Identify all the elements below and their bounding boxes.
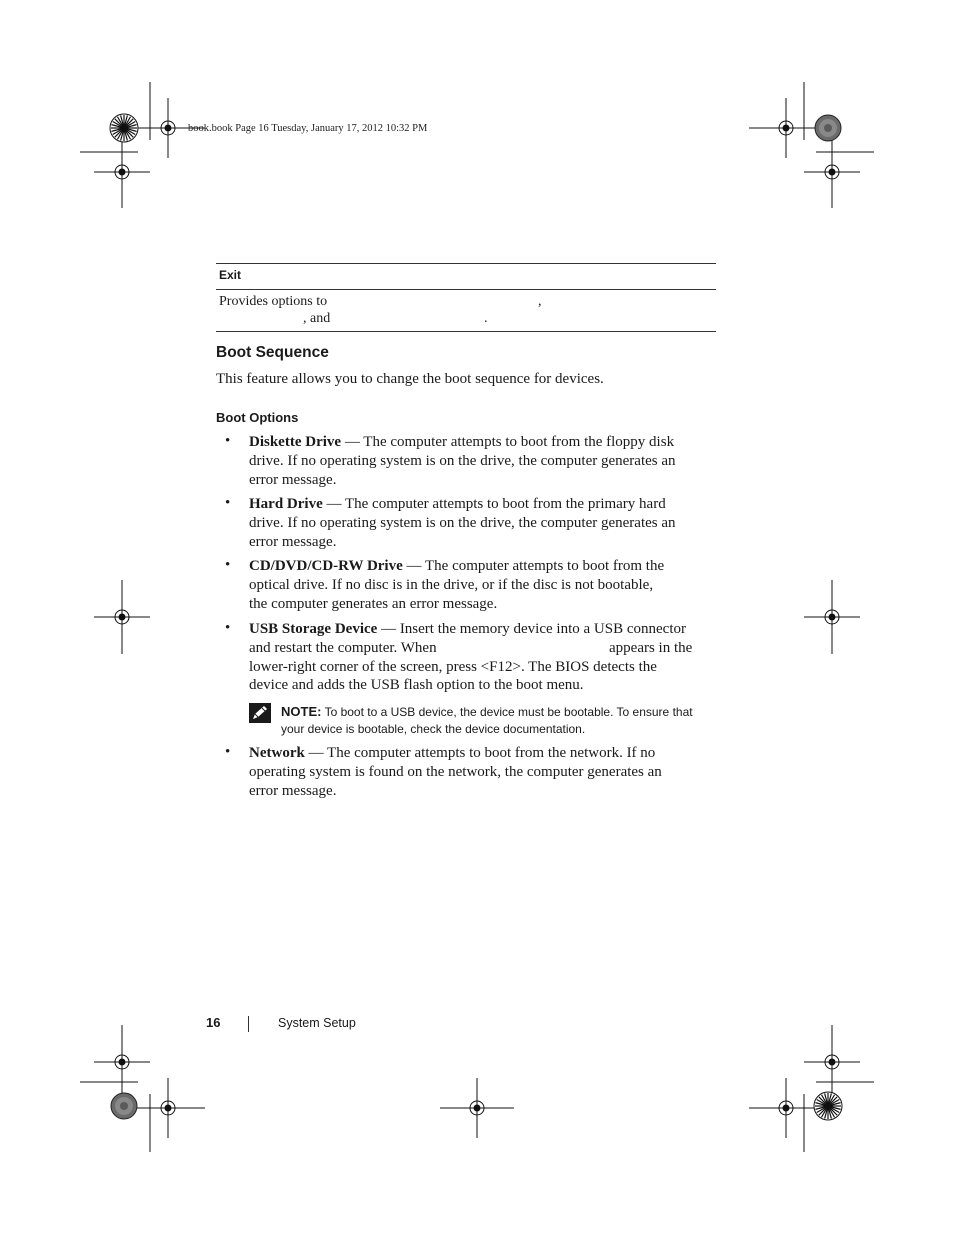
bullet-icon: • [225,744,231,760]
term: Hard Drive [249,496,323,512]
bullet-icon: • [225,433,231,449]
crosshair-target-icon [131,1078,205,1138]
gray-dot-mark-icon [815,115,841,141]
table-cell-text: Provides options to [219,294,328,309]
note-label: NOTE: [281,704,322,719]
term: Diskette Drive [249,434,342,450]
table-cell-text: . [484,311,488,326]
page-number: 16 [206,1015,221,1030]
note-text: NOTE: To boot to a USB device, the device must be bootable. To ensure that your device is bootable, check the device documentation. [281,704,693,736]
list-item-usb: USB Storage Device — Insert the memory device into a USB connector and restart the computer. When appears in the lower-right corner of the screen, press <F12>. The BIOS detects the device and adds the USB flash option to the boot menu. [249,621,693,694]
subsection-title: Boot Options [216,410,299,425]
starburst-mark-icon [814,1092,842,1120]
term: Network [249,745,305,761]
starburst-mark-icon [110,114,138,142]
list-item-network: Network — The computer attempts to boot from the network. If no operating system is found on the network, the computer generates an error message. [249,745,662,799]
crosshair-target-icon [804,580,860,654]
table-cell-text: , and [303,311,331,326]
term: CD/DVD/CD-RW Drive [249,558,403,574]
footer-separator [248,1016,249,1032]
section-intro: This feature allows you to change the boot sequence for devices. [216,371,604,387]
bullet-icon: • [225,620,231,636]
table-header: Exit [219,268,242,282]
crosshair-target-icon [749,98,823,158]
crosshair-target-icon [440,1078,514,1138]
list-item-optical-drive: CD/DVD/CD-RW Drive — The computer attempts to boot from the optical drive. If no disc is in the drive, or if the disc is not bootable, the computer generates an error message. [249,558,665,612]
crosshair-target-icon [94,136,150,208]
table-cell-text: , [538,294,542,309]
crosshair-target-icon [804,1025,860,1099]
list-item-diskette: Diskette Drive — The computer attempts to boot from the floppy disk drive. If no operating system is on the drive, the computer generates an error message. [249,434,676,488]
section-title: Boot Sequence [216,344,329,361]
crosshair-target-icon [94,1025,150,1099]
table-bottom-rule [216,331,716,332]
term: USB Storage Device [249,621,378,637]
exit-table [216,263,716,332]
note-pencil-icon [249,703,271,723]
crosshair-target-icon [804,136,860,208]
crosshair-target-icon [94,580,150,654]
list-item-hard-drive: Hard Drive — The computer attempts to boot from the primary hard drive. If no operating system is on the drive, the computer generates an error message. [249,496,676,550]
footer-section: System Setup [278,1016,356,1030]
gray-dot-mark-icon [111,1093,137,1119]
crosshair-target-icon [749,1078,823,1138]
running-head: book.book Page 16 Tuesday, January 17, 2012 10:32 PM [188,123,428,134]
table-row [216,290,716,331]
bullet-icon: • [225,557,231,573]
bullet-icon: • [225,495,231,511]
